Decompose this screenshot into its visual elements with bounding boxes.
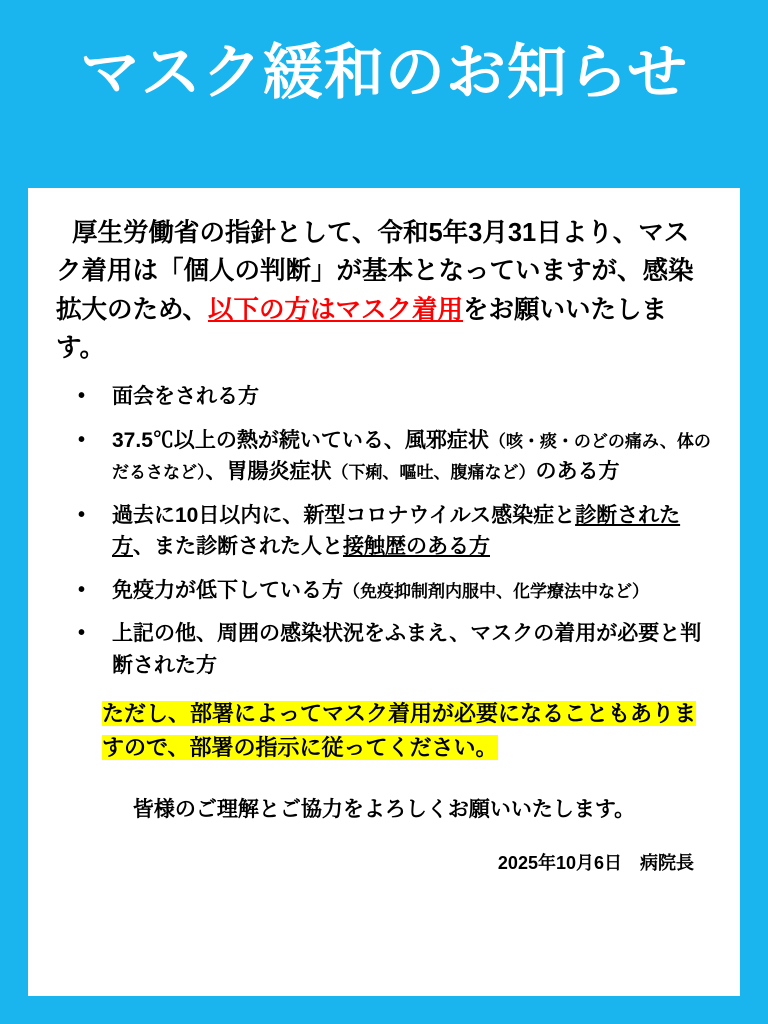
list-item-segment: 上記の他、周囲の感染状況をふまえ、マスクの着用が必要と判断された方 <box>112 622 702 677</box>
list-item <box>56 381 712 413</box>
list-item-segment: （咳・痰・のどの痛み、体のだるさなど） <box>112 431 711 482</box>
lead-text-part1: 厚生労働省の指針として、令和5年3月31日より、マスク着用は「個人の判断」が基本となっていますが、感染拡大のため、 <box>56 219 694 324</box>
list-item-segment: 接触歴のある方 <box>343 535 490 558</box>
list-item-segment: 診断された方 <box>112 503 681 558</box>
list-item-segment: のある方 <box>535 460 620 483</box>
page-title: マスク緩和のお知らせ <box>79 39 689 106</box>
list-item-segment: 、また診断された人と <box>133 535 343 558</box>
list-item <box>56 425 712 488</box>
list-item-segment: （免疫抑制剤内服中、化学療法中など） <box>343 581 649 601</box>
list-item-segment: 過去に10日以内に、新型コロナウイルス感染症と <box>112 503 576 527</box>
list-item <box>56 500 712 563</box>
list-item-segment: （下痢、嘔吐、腹痛など） <box>331 463 536 482</box>
list-item-segment: 免疫力が低下している方 <box>112 578 343 602</box>
list-item <box>56 618 712 681</box>
lead-text-part2: をお願いいたします。 <box>56 295 668 362</box>
list-item-segment: 、胃腸炎症状 <box>205 460 332 483</box>
list-item-segment: 37.5℃以上の熱が続いている、風邪症状 <box>112 428 489 452</box>
department-note <box>102 697 702 765</box>
lead-paragraph <box>56 214 712 367</box>
points-list <box>56 381 712 681</box>
list-item <box>56 575 712 607</box>
closing-message: 皆様のご理解とご協力をよろしくお願いいたします。 <box>132 798 636 822</box>
lead-highlight: 以下の方はマスク着用 <box>207 295 463 324</box>
signature-line: 2025年10月6日 病院長 <box>497 853 694 874</box>
department-note-text: ただし、部署によってマスク着用が必要になることもありますので、部署の指示に従ってください。 <box>102 701 697 761</box>
list-item-segment: 面会をされる方 <box>112 385 259 408</box>
notice-card <box>28 188 740 996</box>
